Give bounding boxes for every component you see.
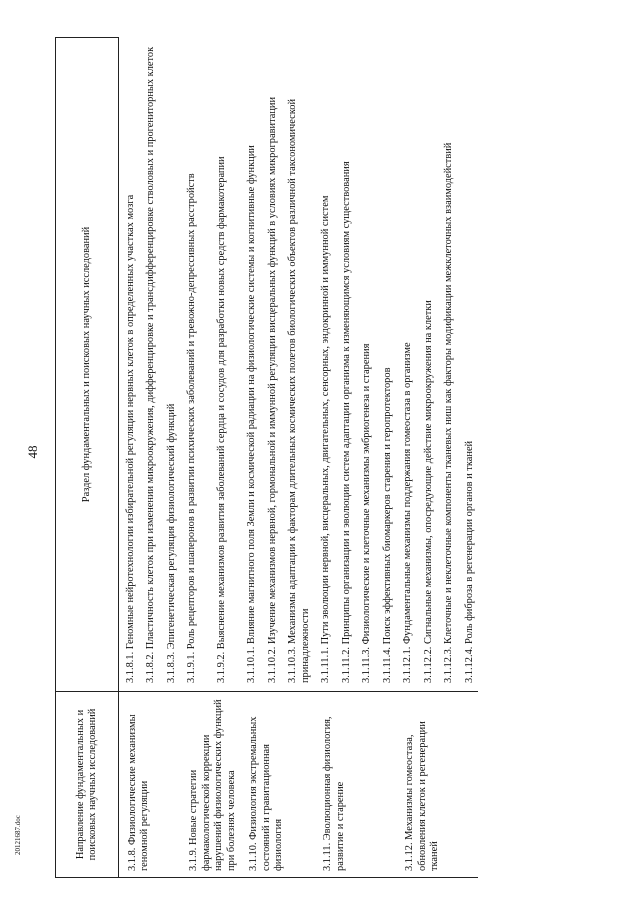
section-cell: 3.1.8.1. Геномные нейротехнологии избирательной регуляции нервных клеток в определенных участках мозга — [125, 194, 136, 683]
research-table-rotated — [55, 38, 595, 878]
section-cell: 3.1.11.1. Пути эволюции нервной, висцеральных, двигательных, сенсорных, эндокринной и иммунной систем — [320, 195, 332, 683]
research-table — [55, 37, 478, 878]
table-row — [240, 38, 260, 878]
section-cell: 3.1.12.4. Роль фиброза в регенерации органов и тканей — [463, 440, 475, 683]
table-header-row — [56, 38, 119, 878]
page-number: 48 — [25, 445, 40, 459]
section-cell: 3.1.10.1. Влияние магнитного поля Земли и космической радиации на физиологические системы и когнитивные функции — [246, 145, 258, 683]
table-row — [119, 38, 140, 878]
header-direction: Направление фундаментальных и поисковых научных исследований — [56, 692, 119, 878]
direction-cell: 3.1.9. Новые стратегии фармакологической коррекции нарушений физиологических функций при болезнях человека — [180, 692, 240, 878]
direction-cell: 3.1.10. Физиология экстремальных состояний и гравитационная физиология — [240, 692, 314, 878]
table-row — [180, 38, 210, 878]
section-cell: 3.1.11.3. Физиологические и клеточные механизмы эмбриогенеза и старения — [361, 343, 373, 683]
section-cell: 3.1.10.3. Механизмы адаптации к факторам длительных космических полетов биологических объектов различной таксономической принадлежности — [287, 98, 311, 683]
section-cell: 3.1.11.4. Поиск эффективных биомаркеров старения и геропротекторов — [381, 367, 393, 683]
section-cell: 3.1.8.3. Эпигенетическая регуляция физиологический функций — [165, 403, 177, 683]
section-cell: 3.1.9.1. Роль рецепторов и шаперонов в развитии психических заболеваний и тревожно-депрессивных расстройств — [186, 173, 198, 683]
direction-cell: 3.1.8. Физиологические механизмы геномной регуляции — [119, 692, 181, 878]
section-cell: 3.1.9.2. Выяснение механизмов развития заболеваний сердца и сосудов для разработки новых средств фармакотерапии — [216, 156, 228, 683]
section-cell: 3.1.11.2. Принципы организации и эволюции систем адаптации организма к изменяющимся условиям существования — [340, 161, 352, 683]
table-row — [314, 38, 334, 878]
footer-code: 20121687.doc — [14, 815, 22, 855]
section-cell: 3.1.12.3. Клеточные и неклеточные компоненты тканевых ниш как факторы модификации межклеточных взаимодействий — [443, 142, 455, 683]
section-cell: 3.1.10.2. Изучение механизмов нервной, гормональной и иммунной регуляции висцеральных функций в условиях микрогравитации — [266, 96, 278, 683]
section-cell: 3.1.12.1. Фундаментальные механизмы поддержания гомеостаза в организме — [402, 342, 414, 683]
direction-cell: 3.1.11. Эволюционная физиология, развитие и старение — [314, 692, 396, 878]
table-row — [396, 38, 416, 878]
section-cell: 3.1.12.2. Сигнальные механизмы, опосредующие действие микроокружения на клетки — [422, 300, 434, 683]
direction-cell: 3.1.12. Механизмы гомеостаза, обновления клеток и регенерации тканей — [396, 692, 478, 878]
section-cell: 3.1.8.2. Пластичность клеток при изменении микроокружения, дифференцировке и трансдифференцировке стволовых и прогениторных клеток — [145, 46, 157, 683]
header-section: Раздел фундаментальных и поисковых научных исследований — [56, 38, 119, 692]
